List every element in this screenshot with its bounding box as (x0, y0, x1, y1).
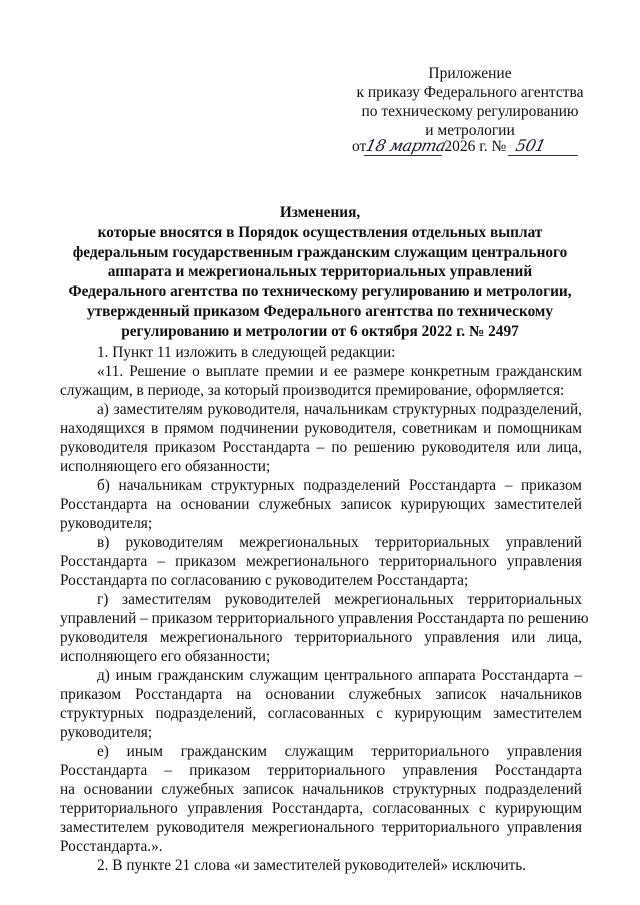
text-line: в) руководителям межрегиональных территориальных управлений (97, 534, 582, 551)
title-line: Федерального агентства по техническому регулированию и метрологии, (68, 283, 572, 301)
text-line: находящихся в прямом подчинении руководителя, советникам и помощникам (60, 420, 582, 437)
text-line: приказом Росстандарта на основании служебных записок начальников (60, 686, 582, 703)
text-line: руководителя; (60, 724, 153, 741)
title-line: регулированию и метрологии от 6 октября 2022 г. № 2497 (121, 322, 519, 340)
paragraph-2 (60, 856, 582, 875)
title-line: утвержденный приказом Федерального агентства по техническому (86, 302, 553, 320)
date-prefix: от (352, 138, 367, 155)
text-line: 2. В пункте 21 слова «и заместителей руководителей» исключить. (97, 857, 527, 874)
paragraph-d (60, 666, 582, 742)
appendix-line: к приказу Федерального агентства (356, 84, 584, 101)
text-line: Росстандарта – приказом межрегионального территориального управления (60, 553, 582, 570)
text-line: руководителя; (60, 515, 153, 532)
appendix-line: по техническому регулированию (361, 103, 579, 120)
paragraph-a (60, 400, 582, 476)
paragraph-v (60, 533, 582, 590)
appendix-line: и метрологии (425, 122, 515, 139)
text-line: Росстандарта на основании служебных записок курирующих заместителей (60, 496, 582, 513)
title-line: которые вносятся в Порядок осуществления отдельных выплат (97, 223, 543, 241)
title-line: Изменения, (279, 204, 361, 221)
order-date-line (352, 136, 612, 158)
text-line: е) иным гражданским служащим территориального управления (97, 743, 582, 760)
text-line: заместителем руководителя межрегионального территориального управления (60, 819, 582, 836)
paragraph-e (60, 742, 582, 856)
text-line: г) заместителям руководителей межрегиональных территориальных (97, 591, 582, 608)
text-line: 1. Пункт 11 изложить в следующей редакции: (97, 344, 396, 361)
text-line: руководителя приказом Росстандарта – по решению руководителя или лица, (60, 439, 582, 456)
handwritten-date: 18 марта (364, 136, 448, 155)
text-line: на основании служебных записок начальников структурных подразделений (60, 781, 582, 798)
text-line: «11. Решение о выплате премии и ее размере конкретным гражданским (97, 363, 582, 380)
text-line: территориального управления Росстандарта, согласованных с курирующим (60, 800, 582, 817)
text-line: б) начальникам структурных подразделений Росстандарта – приказом (97, 477, 582, 494)
document-body (60, 343, 589, 875)
title-line: федеральным государственным гражданским служащим центрального (72, 243, 568, 261)
text-line: а) заместителям руководителя, начальникам структурных подразделений, (97, 401, 582, 418)
text-line: Росстандарта по согласованию с руководителем Росстандарта; (60, 572, 469, 589)
handwritten-order-number: 501 (508, 136, 582, 156)
year-number-label: 2026 г. № (444, 138, 507, 155)
text-line: руководителя межрегионального территориального управления или лица, (60, 629, 582, 646)
paragraph-11-intro (60, 362, 582, 400)
text-line: служащим, в периоде, за который производится премирование, оформляется: (60, 382, 565, 399)
text-line: структурных подразделений, согласованных с курирующим заместителем (60, 705, 582, 722)
text-line: исполняющего его обязанности; (60, 458, 271, 475)
text-line: управлений – приказом территориального управления Росстандарта по решению (60, 610, 589, 627)
document-title (58, 203, 582, 342)
paragraph-1 (60, 343, 582, 362)
text-line: Росстандарта – приказом территориального управления Росстандарта (60, 762, 582, 779)
text-line: исполняющего его обязанности; (60, 648, 271, 665)
text-line: Росстандарта.». (60, 838, 163, 855)
appendix-title: Приложение (428, 65, 512, 82)
text-line: д) иным гражданским служащим центрального аппарата Росстандарта – (97, 667, 582, 684)
paragraph-g (60, 590, 589, 666)
appendix-header (330, 64, 610, 140)
title-line: аппарата и межрегиональных территориальных управлений (107, 263, 533, 281)
paragraph-b (60, 476, 582, 533)
